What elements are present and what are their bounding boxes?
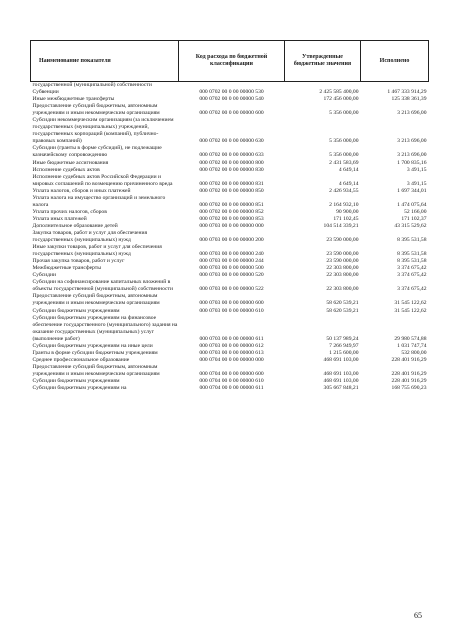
row-executed: 125 338 361,39 xyxy=(391,96,427,103)
row-code: 000 0704 00 0 00 00000 610 xyxy=(199,377,264,384)
row-code: 000 0703 00 0 00 00000 522 xyxy=(199,286,264,293)
row-executed: 1 031 747,74 xyxy=(397,342,427,349)
page-number: 65 xyxy=(414,611,422,620)
row-name: Исполнение судебных актов xyxy=(32,166,100,173)
row-approved: 22 303 800,00 xyxy=(326,265,359,272)
row-executed: 3 374 675,42 xyxy=(397,286,427,293)
row-code: 000 0704 00 0 00 00000 611 xyxy=(199,385,264,392)
row-name: Закупка товаров, работ и услуг для обеспечения государственных (муниципальных) нужд xyxy=(32,229,148,244)
row-approved: 4 649,14 xyxy=(338,180,359,187)
row-code: 000 0703 00 0 00 00000 600 xyxy=(199,300,264,307)
row-name: Межбюджетные трансферты xyxy=(32,265,101,272)
row-executed: 52 166,00 xyxy=(404,208,427,215)
row-code xyxy=(179,82,285,90)
row-executed: 228 401 916,29 xyxy=(391,377,427,384)
table-row xyxy=(31,160,429,167)
row-executed: 3 491,15 xyxy=(406,180,427,187)
table-header xyxy=(31,41,429,82)
row-name: Субсидии бюджетным учреждениям xyxy=(32,307,120,314)
row-name: Субсидии бюджетным учреждениям xyxy=(32,377,120,384)
row-executed: 8 395 531,58 xyxy=(397,237,427,244)
table-row xyxy=(31,350,429,357)
row-code: 000 0703 00 0 00 00000 611 xyxy=(199,335,264,342)
row-code: 000 0703 00 0 00 00000 200 xyxy=(199,237,264,244)
row-code: 000 0702 00 0 00 00000 831 xyxy=(199,180,264,187)
row-name: Прочая закупка товаров, работ и услуг xyxy=(32,258,125,265)
row-name: Уплата иных платежей xyxy=(32,215,87,222)
row-code: 000 0703 00 0 00 00000 610 xyxy=(199,307,264,314)
table-row xyxy=(31,209,429,216)
table-row xyxy=(31,279,429,293)
row-approved: 7 266 949,97 xyxy=(329,342,359,349)
row-approved: 2 431 583,69 xyxy=(329,159,359,166)
row-executed: 31 545 122,62 xyxy=(394,307,427,314)
row-approved: 468 691 103,00 xyxy=(323,377,359,384)
row-executed: 171 102,37 xyxy=(401,215,427,222)
row-name: государственной (муниципальной) собственности xyxy=(32,82,152,88)
row-approved: 22 303 800,00 xyxy=(326,272,359,279)
row-name: Предоставление субсидий бюджетным, автономным учреждениям и иным некоммерческим организациям xyxy=(32,103,160,117)
row-code: 000 0702 00 0 00 00000 600 xyxy=(199,110,264,117)
table-row xyxy=(31,357,429,364)
row-name: Иные закупки товаров, работ и услуг для обеспечения государственных (муниципальных) нужд xyxy=(32,244,162,258)
row-name: Уплата налога на имущество организаций и земельного налога xyxy=(32,194,166,208)
row-code: 000 0702 00 0 00 00000 853 xyxy=(199,215,264,222)
row-code: 000 0702 00 0 00 00000 852 xyxy=(199,208,264,215)
row-approved: 58 620 539,21 xyxy=(326,307,359,314)
row-name: Гранты в форме субсидии бюджетным учреждениям xyxy=(32,349,158,356)
header-executed: Исполнено xyxy=(361,41,429,82)
row-code: 000 0702 00 0 00 00000 800 xyxy=(199,159,264,166)
table-row xyxy=(31,293,429,307)
table-row xyxy=(31,117,429,145)
row-executed: 3 374 675,42 xyxy=(397,272,427,279)
row-name: Дополнительное образование детей xyxy=(32,222,118,229)
row-approved: 468 691 103,00 xyxy=(323,356,359,363)
row-executed: 8 395 531,58 xyxy=(397,251,427,258)
row-code: 000 0702 00 0 00 00000 530 xyxy=(199,89,264,96)
row-approved: 58 620 539,21 xyxy=(326,300,359,307)
table-row xyxy=(31,103,429,117)
table-row xyxy=(31,385,429,392)
row-executed: 3 374 675,42 xyxy=(397,265,427,272)
table-row xyxy=(31,364,429,378)
row-approved: 2 164 932,10 xyxy=(329,201,359,208)
row-approved: 1 215 600,00 xyxy=(329,349,359,356)
row-executed xyxy=(361,82,429,90)
row-approved: 4 649,14 xyxy=(338,166,359,173)
row-approved: 23 590 000,00 xyxy=(326,251,359,258)
row-name: Субсидии бюджетным учреждениям на финансовое обеспечение государственного (муниципального) задания на оказание государственных (муниципальных) услуг (выполнение работ) xyxy=(32,314,178,342)
table-row xyxy=(31,174,429,188)
row-name: Предоставление субсидий бюджетным, автономным учреждениям и иным некоммерческим организациям xyxy=(32,293,160,307)
row-executed: 29 980 574,88 xyxy=(394,335,427,342)
table-row xyxy=(31,223,429,230)
row-approved: 5 356 000,00 xyxy=(329,138,359,145)
row-approved: 23 590 000,00 xyxy=(326,237,359,244)
row-approved: 2 425 585 400,00 xyxy=(319,89,359,96)
table-row xyxy=(31,378,429,385)
row-code: 000 0703 00 0 00 00000 244 xyxy=(199,258,264,265)
row-name: Уплата налогов, сборов и иных платежей xyxy=(32,187,131,194)
row-executed: 1 700 835,16 xyxy=(397,159,427,166)
row-name: Субсидии некоммерческим организациям (за исключением государственных (муниципальных) учреждений, государственных корпораций (компаний), публично-правовых компаний) xyxy=(32,117,174,145)
row-approved: 2 426 934,55 xyxy=(329,187,359,194)
table-row xyxy=(31,343,429,350)
row-name: Субвенции xyxy=(32,89,59,96)
table-row xyxy=(31,244,429,258)
row-name: Среднее профессиональное образование xyxy=(32,356,130,363)
row-executed: 43 315 529,62 xyxy=(394,222,427,229)
table-row xyxy=(31,265,429,272)
row-approved: 305 667 848,21 xyxy=(323,385,359,392)
table-row xyxy=(31,308,429,315)
row-approved: 468 691 103,00 xyxy=(323,370,359,377)
row-approved xyxy=(285,82,361,90)
row-approved: 104 514 339,21 xyxy=(323,222,359,229)
row-name: Иные бюджетные ассигнования xyxy=(32,159,109,166)
table-row xyxy=(31,89,429,96)
header-name: Наименование показателя xyxy=(31,41,179,82)
row-code: 000 0703 00 0 00 00000 000 xyxy=(199,222,264,229)
row-executed: 3 213 696,00 xyxy=(397,110,427,117)
row-executed: 532 800,00 xyxy=(401,349,427,356)
table-row xyxy=(31,258,429,265)
row-approved: 90 900,00 xyxy=(336,208,359,215)
row-approved: 22 303 800,00 xyxy=(326,286,359,293)
row-code: 000 0703 00 0 00 00000 613 xyxy=(199,349,264,356)
row-code: 000 0703 00 0 00 00000 240 xyxy=(199,251,264,258)
table-body xyxy=(31,82,429,393)
budget-report-page xyxy=(30,40,428,392)
row-executed: 1 467 333 914,29 xyxy=(387,89,427,96)
table-row xyxy=(31,230,429,244)
row-approved: 171 102,45 xyxy=(333,215,359,222)
row-name: Исполнение судебных актов Российской Федерации и мировых соглашений по возмещению причиненного вреда xyxy=(32,173,173,187)
row-executed: 3 491,15 xyxy=(406,166,427,173)
table-row xyxy=(31,145,429,159)
row-name: Субсидии на софинансирование капитальных вложений в объекты государственной (муниципальной) собственности xyxy=(32,279,173,293)
row-executed: 3 213 696,00 xyxy=(397,138,427,145)
row-code: 000 0703 00 0 00 00000 520 xyxy=(199,272,264,279)
row-executed: 3 213 696,00 xyxy=(397,152,427,159)
table-row xyxy=(31,195,429,209)
row-executed: 1 474 075,64 xyxy=(397,201,427,208)
table-row xyxy=(31,272,429,279)
row-executed: 1 697 344,01 xyxy=(397,187,427,194)
row-code: 000 0703 00 0 00 00000 612 xyxy=(199,342,264,349)
table-row xyxy=(31,188,429,195)
table-row xyxy=(31,82,429,90)
row-name: Уплата прочих налогов, сборов xyxy=(32,208,107,215)
row-approved: 23 590 000,00 xyxy=(326,258,359,265)
row-executed: 31 545 122,62 xyxy=(394,300,427,307)
row-code: 000 0702 00 0 00 00000 630 xyxy=(199,138,264,145)
row-code: 000 0702 00 0 00 00000 633 xyxy=(199,152,264,159)
row-code: 000 0702 00 0 00 00000 540 xyxy=(199,96,264,103)
table-row xyxy=(31,96,429,103)
row-approved: 172 456 000,00 xyxy=(323,96,359,103)
row-name: Иные межбюджетные трансферты xyxy=(32,96,115,103)
row-name: Субсидии бюджетным учреждениям на xyxy=(32,385,127,392)
row-name: Субсидии xyxy=(32,272,56,279)
row-name: Субсидии (гранты в форме субсидий), не подлежащие казначейскому сопровождению xyxy=(32,145,162,159)
row-name: Предоставление субсидий бюджетным, автономным учреждениям и иным некоммерческим организациям xyxy=(32,363,160,377)
row-code: 000 0703 00 0 00 00000 500 xyxy=(199,265,264,272)
table-row xyxy=(31,216,429,223)
row-executed: 168 755 690,23 xyxy=(391,385,427,392)
header-code: Код расхода по бюджетной классификации xyxy=(179,41,285,82)
budget-table xyxy=(30,40,429,392)
row-approved: 50 137 989,24 xyxy=(326,335,359,342)
row-code: 000 0702 00 0 00 00000 850 xyxy=(199,187,264,194)
row-approved: 5 356 000,00 xyxy=(329,110,359,117)
row-name: Субсидии бюджетным учреждениям на иные цели xyxy=(32,342,153,349)
row-executed: 8 395 531,58 xyxy=(397,258,427,265)
table-row xyxy=(31,315,429,343)
row-code: 000 0702 00 0 00 00000 830 xyxy=(199,166,264,173)
row-executed: 228 401 916,29 xyxy=(391,356,427,363)
row-approved: 5 356 000,00 xyxy=(329,152,359,159)
row-code: 000 0704 00 0 00 00000 600 xyxy=(199,370,264,377)
row-executed: 228 401 916,29 xyxy=(391,370,427,377)
row-code: 000 0702 00 0 00 00000 851 xyxy=(199,201,264,208)
header-approved: Утвержденные бюджетные значения xyxy=(285,41,361,82)
row-code: 000 0704 00 0 00 00000 000 xyxy=(199,356,264,363)
table-row xyxy=(31,167,429,174)
